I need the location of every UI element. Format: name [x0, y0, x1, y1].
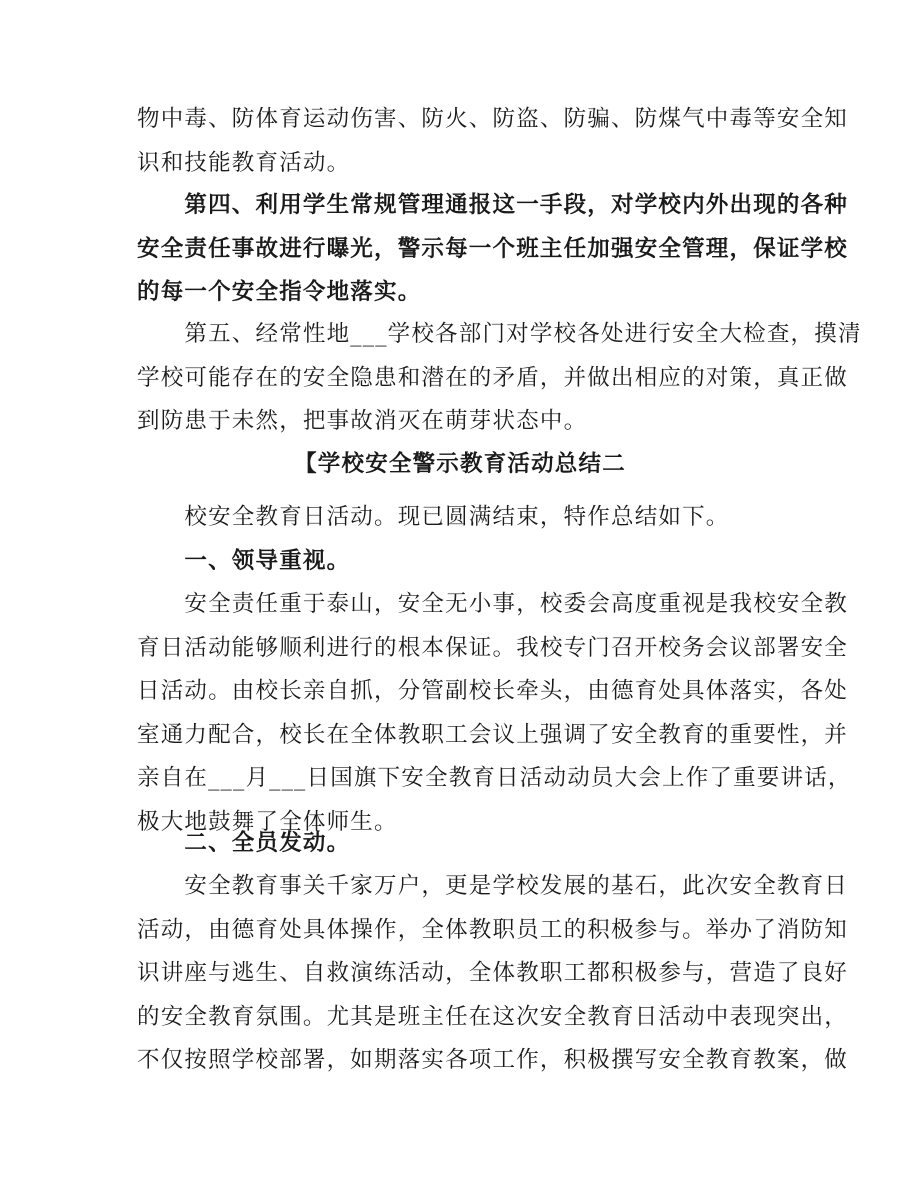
text-line: 到防患于未然，把事故消灭在萌芽状态中。	[137, 408, 588, 434]
text-line: 校安全教育日活动。现已圆满结束，特作总结如下。	[137, 504, 730, 530]
text-line: 不仅按照学校部署，如期落实各项工作，积极撰写安全教育教案，做	[137, 1047, 849, 1073]
text-line: 识和技能教育活动。	[137, 149, 351, 176]
paragraph-intro	[137, 496, 787, 540]
text-line: 的每一个安全指令地落实。	[137, 279, 422, 305]
text-line: 安全责任重于泰山，安全无小事，校委会高度重视是我校安全教	[137, 591, 849, 617]
text-line: 极大地鼓舞了全体师生。	[137, 808, 398, 835]
text-line: 第四、利用学生常规管理通报这一手段，对学校内外出现的各种	[137, 192, 849, 218]
text-line: 安全责任事故进行曝光，警示每一个班主任加强安全管理，保证学校	[137, 235, 849, 262]
paragraph-mobilization	[137, 865, 849, 1083]
text-line: 二、全员发动。	[137, 830, 351, 856]
section-title: 【学校安全警示教育活动总结二	[294, 451, 626, 477]
paragraph-leadership	[137, 583, 852, 844]
text-line: 安全教育事关千家万户，更是学校发展的基石，此次安全教育日	[137, 873, 849, 899]
text-line: 活动，由德育处具体操作，全体教职员工的积极参与。举办了消防知	[137, 916, 849, 943]
text-line: 第五、经常性地___学校各部门对学校各处进行安全大检查，摸清	[137, 321, 862, 347]
heading-mobilization	[137, 822, 787, 866]
text-line: 亲自在___月___日国旗下安全教育日活动动员大会上作了重要讲话，	[137, 765, 852, 791]
text-line: 一、领导重视。	[137, 548, 351, 574]
text-line: 的安全教育氛围。尤其是班主任在这次安全教育日活动中表现突出，	[137, 1003, 849, 1030]
paragraph-point-four	[137, 184, 849, 315]
text-line: 日活动。由校长亲自抓，分管副校长牵头，由德育处具体落实，各处	[137, 678, 849, 704]
paragraph-continuation	[137, 98, 849, 185]
text-line: 室通力配合，校长在全体教职工会议上强调了安全教育的重要性，并	[137, 721, 849, 748]
heading-leadership	[137, 540, 787, 584]
text-line: 育日活动能够顺利进行的根本保证。我校专门召开校务会议部署安全	[137, 634, 849, 661]
text-line: 识讲座与逃生、自救演练活动，全体教职工都积极参与，营造了良好	[137, 960, 849, 986]
paragraph-point-five	[137, 313, 862, 444]
text-line: 物中毒、防体育运动伤害、防火、防盗、防骗、防煤气中毒等安全知	[137, 106, 849, 132]
text-line: 学校可能存在的安全隐患和潜在的矛盾，并做出相应的对策，真正做	[137, 364, 849, 391]
